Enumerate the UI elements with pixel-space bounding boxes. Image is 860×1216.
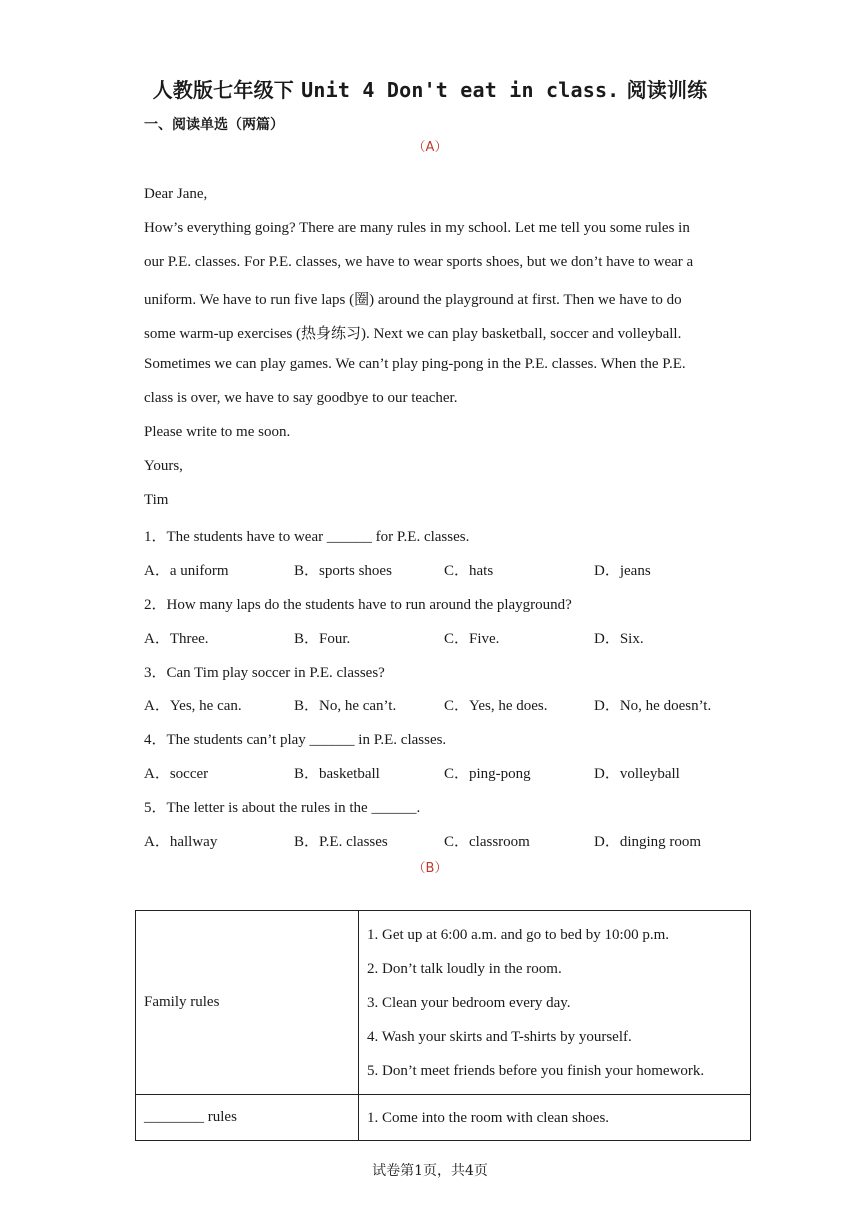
letter-closing-request: Please write to me soon. — [144, 424, 291, 440]
rule-item: 3. Clean your bedroom every day. — [367, 995, 571, 1011]
rule-item: 1. Come into the room with clean shoes. — [367, 1109, 610, 1126]
letter-line: How’s everything going? There are many rules in my school. Let me tell you some rules in — [144, 220, 690, 236]
option-d[interactable]: D．volleyball — [594, 766, 680, 782]
title-prefix: 人教版七年级下 — [152, 78, 302, 102]
rule-category-cell — [136, 1095, 359, 1141]
table-row — [136, 911, 751, 1095]
rule-item: 2. Don’t talk loudly in the room. — [367, 961, 562, 977]
option-a[interactable]: A．hallway — [144, 834, 218, 850]
question-stem: 4．The students can’t play ______ in P.E. classes. — [144, 732, 447, 748]
option-c[interactable]: C．Yes, he does. — [444, 698, 548, 714]
question-stem: 2．How many laps do the students have to run around the playground? — [144, 597, 572, 613]
option-a[interactable]: A．a uniform — [144, 563, 229, 579]
option-b[interactable]: B．P.E. classes — [294, 834, 388, 850]
option-d[interactable]: D．Six. — [594, 631, 644, 647]
letter-line: some warm-up exercises (热身练习). Next we can play basketball, soccer and volleyball. — [144, 326, 682, 342]
rule-category-cell — [136, 911, 359, 1095]
option-a[interactable]: A．soccer — [144, 766, 209, 782]
option-c[interactable]: C．Five. — [444, 631, 500, 647]
rule-category: ________ rules — [144, 1109, 237, 1125]
option-a[interactable]: A．Three. — [144, 631, 209, 647]
letter-signature: Tim — [144, 492, 169, 508]
rule-item: 4. Wash your skirts and T-shirts by yourself. — [367, 1029, 632, 1045]
question-stem: 1．The students have to wear ______ for P.E. classes. — [144, 529, 470, 545]
part-b-label: （B） — [412, 861, 448, 876]
option-c[interactable]: C．classroom — [444, 834, 530, 850]
letter-line: our P.E. classes. For P.E. classes, we have to wear sports shoes, but we don’t have to wear a — [144, 254, 694, 270]
table-row — [136, 1095, 751, 1141]
rule-items-cell — [359, 1095, 751, 1141]
title-unit: Unit 4 Don't eat in class. — [301, 78, 620, 102]
option-d[interactable]: D．jeans — [594, 563, 651, 579]
letter-greeting: Dear Jane, — [144, 186, 208, 202]
rules-table — [135, 910, 751, 1141]
option-b[interactable]: B．Four. — [294, 631, 351, 647]
page-footer: 试卷第1页，共4页 — [372, 1163, 488, 1179]
section-heading: 一、阅读单选（两篇） — [144, 117, 284, 133]
option-b[interactable]: B．basketball — [294, 766, 380, 782]
question-stem: 3．Can Tim play soccer in P.E. classes? — [144, 665, 385, 681]
page-title — [0, 74, 860, 103]
option-d[interactable]: D．No, he doesn’t. — [594, 698, 712, 714]
rule-category: Family rules — [144, 994, 220, 1010]
rule-items-cell — [359, 911, 751, 1095]
letter-line: class is over, we have to say goodbye to our teacher. — [144, 390, 458, 406]
option-d[interactable]: D．dinging room — [594, 834, 702, 850]
letter-line: uniform. We have to run five laps (圈) around the playground at first. Then we have to do — [144, 292, 682, 308]
letter-signoff: Yours, — [144, 458, 183, 474]
option-c[interactable]: C．hats — [444, 563, 494, 579]
rule-item: 1. Get up at 6:00 a.m. and go to bed by 10:00 p.m. — [367, 927, 670, 943]
option-a[interactable]: A．Yes, he can. — [144, 698, 242, 714]
option-b[interactable]: B．No, he can’t. — [294, 698, 397, 714]
title-suffix: 阅读训练 — [619, 78, 708, 102]
part-a-label: （A） — [412, 140, 448, 155]
rule-item: 5. Don’t meet friends before you finish your homework. — [367, 1063, 705, 1079]
option-c[interactable]: C．ping-pong — [444, 766, 531, 782]
letter-line: Sometimes we can play games. We can’t play ping-pong in the P.E. classes. When the P.E. — [144, 356, 686, 372]
option-b[interactable]: B．sports shoes — [294, 563, 392, 579]
question-stem: 5．The letter is about the rules in the ______. — [144, 800, 421, 816]
